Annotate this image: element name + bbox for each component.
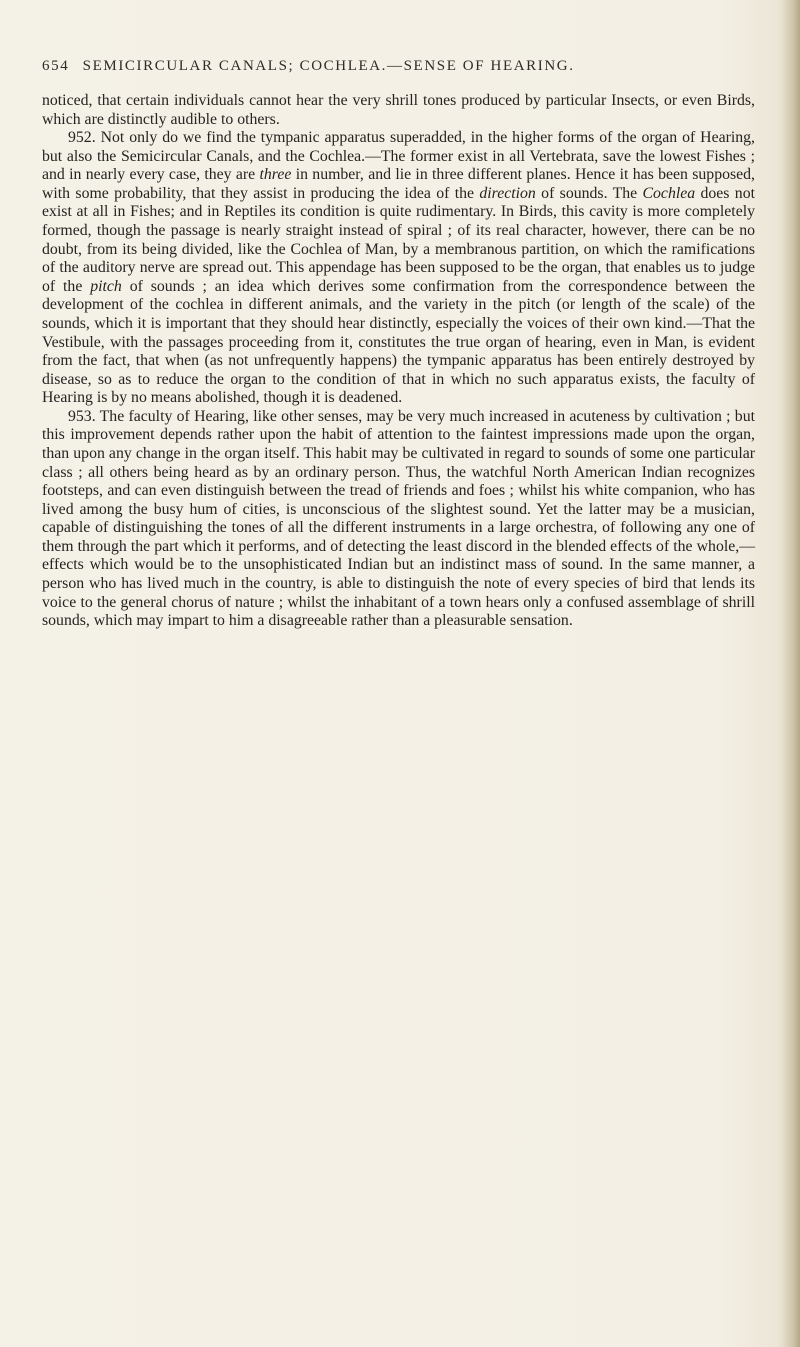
- paragraph-text-segment: of sounds ; an idea which derives some confirmation from the correspondence between the development of the cochlea in different animals, and the variety in the pitch (or length of the scale) of the sounds, which it is important that they should hear distinctly, especially the voices of their own kind.—That the Vestibule, with the passages proceeding from it, constitutes the true organ of hearing, even in Man, is evident from the fact, that when (as not unfrequently happens) the tympanic apparatus has been entirely destroyed by disease, so as to reduce the organ to the condition of that in which no such apparatus exists, the faculty of Hearing is by no means abolished, though it is deadened.: [42, 277, 755, 407]
- paragraph-text: noticed, that certain individuals cannot hear the very shrill tones produced by particular Insects, or even Birds, which are distinctly audible to others.: [42, 92, 755, 128]
- paragraph-text-segment: does not exist at all in Fishes; and in Reptiles its condition is quite rudimentary. In Birds, this cavity is more completely formed, though the passage is nearly straight instead of spiral ; of its real character, however, there can be no doubt, from its being divided, like the Cochlea of Man, by a membranous partition, on which the ramifications of the auditory nerve are spread out. This appendage has been supposed to be the organ, that enables us to judge of the: [42, 184, 755, 295]
- italic-cochlea: Cochlea: [642, 184, 696, 202]
- body-text: [42, 92, 755, 631]
- paragraph-number: 952.: [68, 129, 96, 147]
- paragraph-952: [42, 129, 755, 408]
- paragraph-number: 953.: [68, 407, 96, 425]
- paragraph-text-segment: of sounds. The: [535, 184, 643, 202]
- paragraph-text-segment: in number, and lie in three different planes. Hence it has been supposed, with some probability, that they assist in producing the idea of the: [42, 166, 755, 202]
- italic-three: three: [259, 166, 292, 184]
- page-number: 654: [42, 58, 70, 74]
- italic-pitch: pitch: [90, 277, 122, 295]
- paragraph-text-segment: Not only do we find the tympanic apparatus superadded, in the higher forms of the organ of Hearing, but also the Semicircular Canals, and the Cochlea.—The former exist in all Vertebrata, save the lowest Fishes ; and in nearly every case, they are: [42, 129, 755, 184]
- running-header: [42, 58, 742, 75]
- italic-direction: direction: [479, 184, 536, 202]
- paragraph-continued: [42, 92, 755, 129]
- page-edge-shadow: [782, 0, 800, 1347]
- paragraph-text: The faculty of Hearing, like other senses, may be very much increased in acuteness by cultivation ; but this improvement depends rather upon the habit of attention to the faintest impressions made upon the organ, than upon any change in the organ itself. This habit may be cultivated in regard to sounds of some one particular class ; all others being heard as by an ordinary person. Thus, the watchful North American Indian recognizes footsteps, and can even distinguish between the tread of friends and foes ; whilst his white companion, who has lived among the busy hum of cities, is unconscious of the slightest sound. Yet the latter may be a musician, capable of distinguishing the tones of all the different instruments in a large orchestra, of following any one of them through the part which it performs, and of detecting the least discord in the blended effects of the whole,— effects which would be to the unsophisticated Indian but an indistinct mass of sound. In the same manner, a person who has lived much in the country, is able to distinguish the note of every species of bird that lends its voice to the general chorus of nature ; whilst the inhabitant of a town hears only a confused assemblage of shrill sounds, which may impart to him a disagreeable rather than a pleasurable sensation.: [42, 407, 755, 630]
- paragraph-953: [42, 408, 755, 631]
- running-head-title: SEMICIRCULAR CANALS; COCHLEA.—SENSE OF HEARING.: [82, 58, 575, 74]
